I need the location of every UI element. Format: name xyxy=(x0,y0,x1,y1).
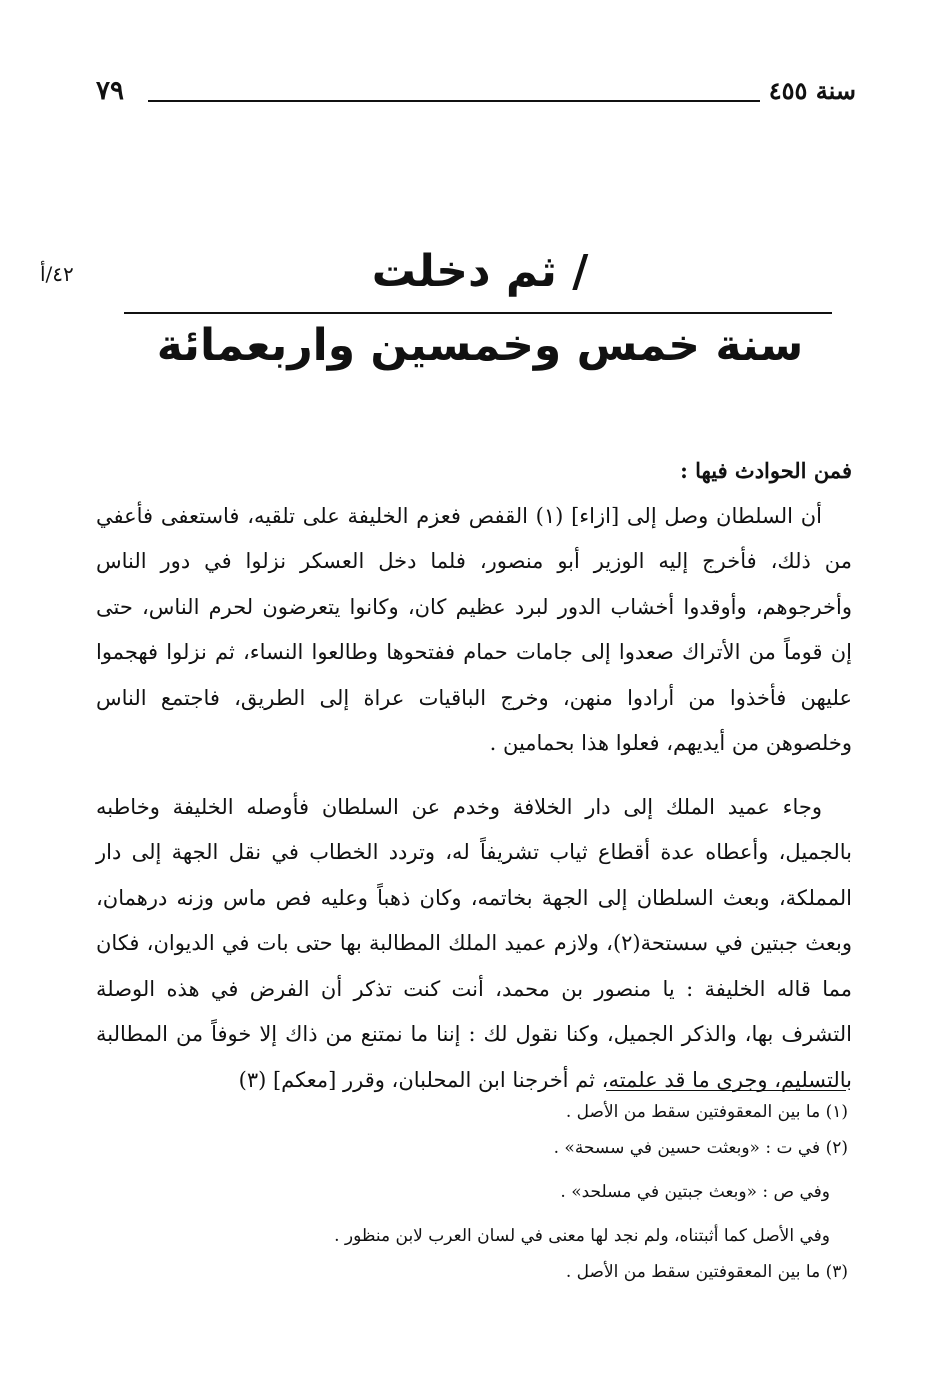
footnote-rule xyxy=(606,1090,846,1091)
footnotes xyxy=(200,1094,848,1290)
chapter-title-line1: / ثم دخلت xyxy=(371,246,589,297)
footnote: (١) ما بين المعقوفتين سقط من الأصل . xyxy=(565,1102,848,1122)
footnote: (٣) ما بين المعقوفتين سقط من الأصل . xyxy=(565,1262,848,1282)
page-number: ٧٩ xyxy=(96,76,124,106)
manuscript-folio-ref: ٤٢/أ xyxy=(40,262,74,286)
chapter-title-line2: سنة خمس وخمسين واربعمائة xyxy=(156,320,804,371)
paragraph: وجاء عميد الملك إلى دار الخلافة وخدم عن السلطان فأوصله الخليفة وخاطبه بالجميل، وأعطاه عدة أقطاع ثياب تشريفاً له، وتردد الخطاب في نقل الجهة إلى دار المملكة، وبعث السلطان إلى الجهة بخاتمه، وكان ذهباً وعليه فص ماس وزنه درهمان، وبعث جبتين في سستحة(٢)، ولازم عميد الملك المطالبة بها حتى بات في الديوان، فكان مما قاله الخليفة : يا منصور بن محمد، أنت كنت تذكر أن الفرض في هذه الوصلة التشرف بها، والذكر الجميل، وكنا نقول لك : إننا ما نمتنع من ذاك إلا خوفاً من المطالبة بالتسليم، وجرى ما قد علمته، ثم أخرجنا ابن المحلبان، وقرر [معكم] (٣) xyxy=(96,794,852,1092)
header-rule xyxy=(148,100,760,102)
footnote-continuation: وفي الأصل كما أثبتناه، ولم نجد لها معنى في لسان العرب لابن منظور . xyxy=(334,1226,830,1246)
section-heading: فمن الحوادث فيها : xyxy=(680,458,852,483)
footnote-continuation: وفي ص : «وبعث جبتين في مسلحد» . xyxy=(560,1182,830,1202)
footnote: (٢) في ت : «وبعثت حسين في سسحة» . xyxy=(553,1138,848,1158)
main-text xyxy=(96,448,852,1103)
title-rule xyxy=(124,312,832,314)
paragraph: أن السلطان وصل إلى [ازاء] (١) القفص فعزم الخليفة على تلقيه، فاستعفى فأعفي من ذلك، فأخرج إليه الوزير أبو منصور، فلما دخل العسكر نزلوا في دور الناس وأخرجوهم، وأوقدوا أخشاب الدور لبرد عظيم كان، وكانوا يتعرضون لحرم الناس، حتى إن قوماً من الأتراك صعدوا إلى جامات حمام ففتحوها وطالعوا النساء، ثم نزلوا فهجموا عليهن فأخذوا من أرادوا منهن، وخرج الباقيات عراة إلى الطريق، فاجتمع الناس وخلصوهن من أيديهم، فعلوا هذا بحمامين . xyxy=(96,503,852,755)
running-header xyxy=(96,76,856,116)
year-label: سنة ٤٥٥ xyxy=(768,76,856,105)
